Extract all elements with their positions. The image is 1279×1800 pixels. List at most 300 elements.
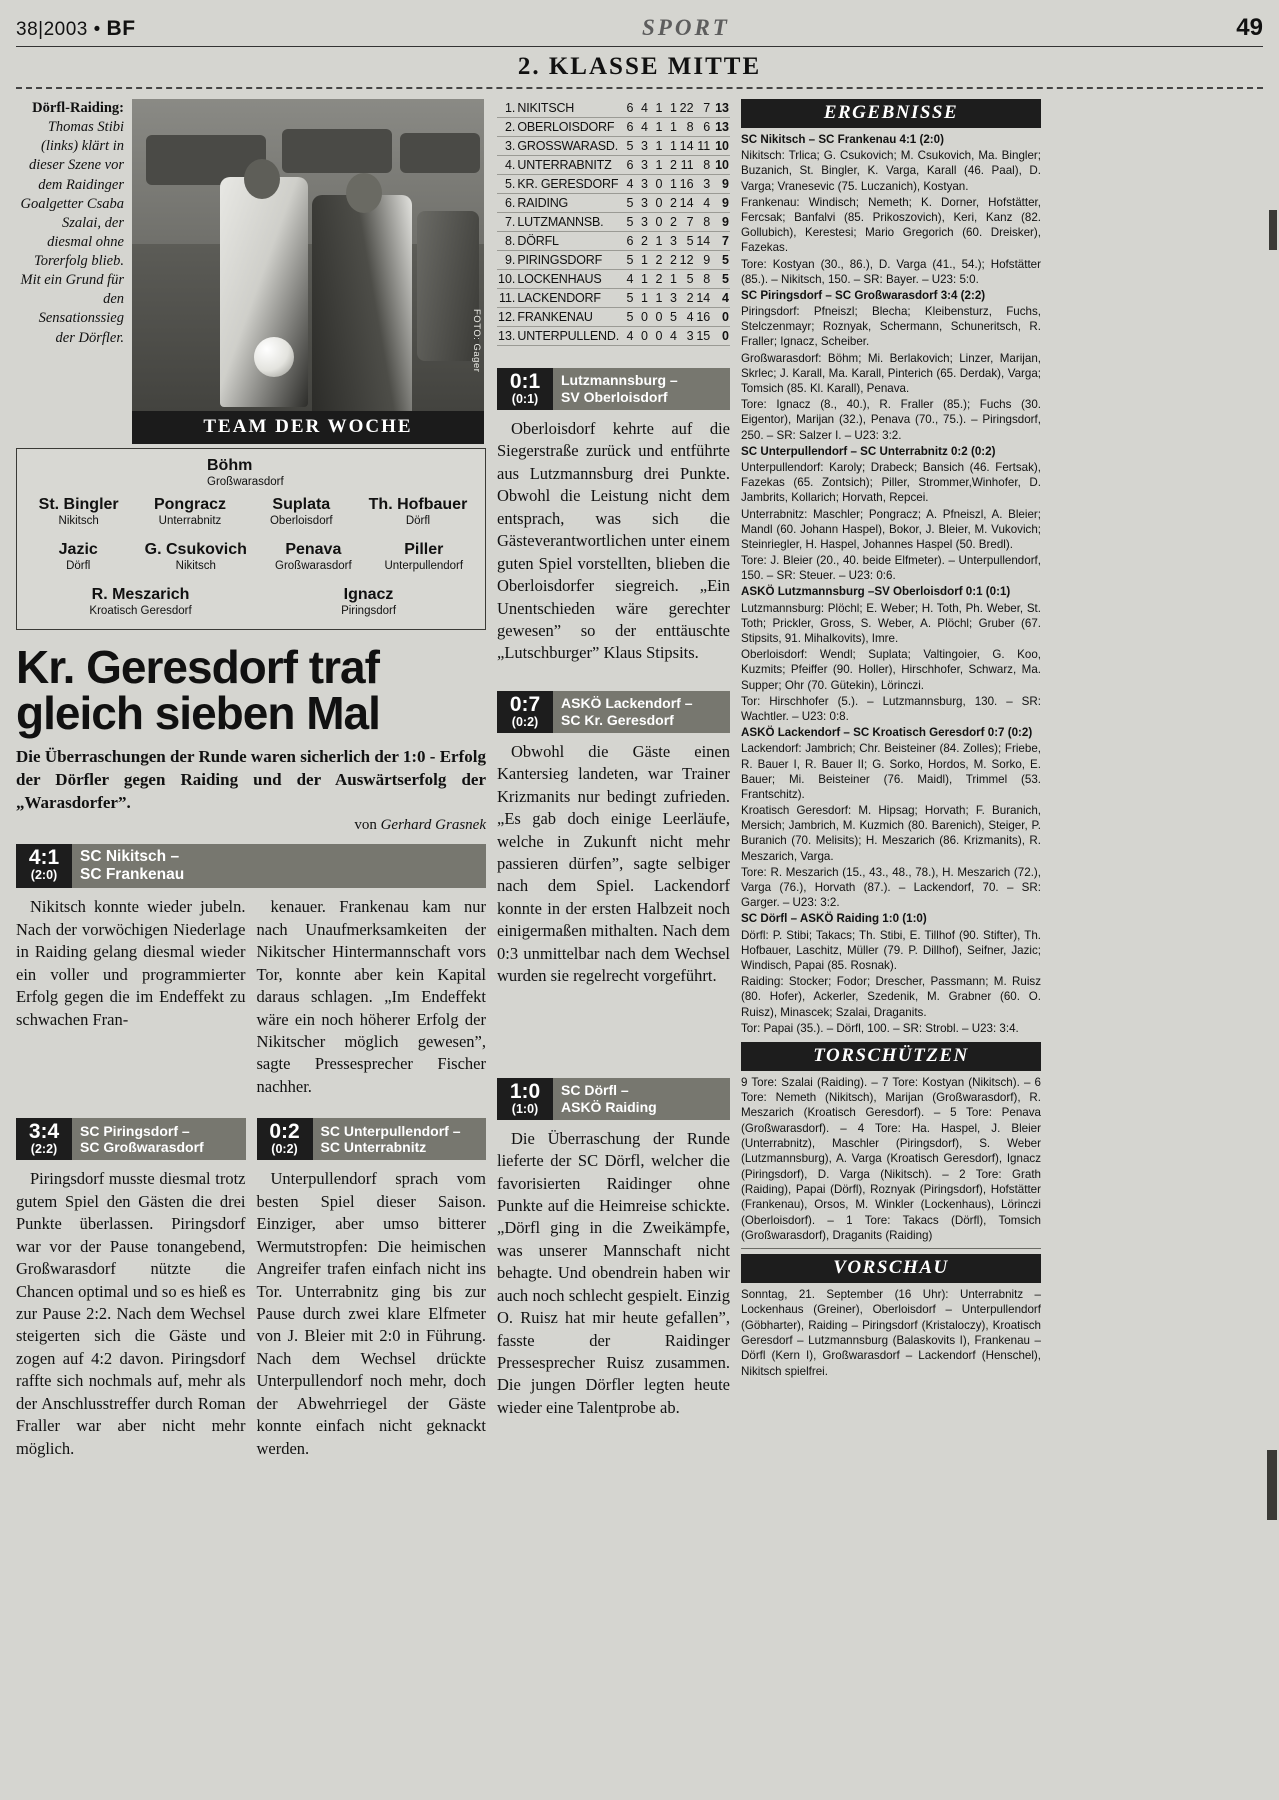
points: 13 xyxy=(711,118,730,137)
won: 3 xyxy=(634,213,648,232)
result-line: Frankenau: Windisch; Nemeth; K. Dorner, Hofstätter, Fercsak; Banfalvi (85. Prikoszovich), Keri, Kanz (82. Gollubich), Kerestesi; Mario Gregorich (60. Dreisker), Fazekas. xyxy=(741,195,1041,255)
team-away: SC Frankenau xyxy=(80,866,185,884)
player-club: Nikitsch xyxy=(58,515,99,527)
lost: 3 xyxy=(663,232,677,251)
report-text-lutzmannsburg xyxy=(497,418,730,665)
lineup-player xyxy=(269,541,357,572)
goals-against: 14 xyxy=(695,232,712,251)
goals-for: 14 xyxy=(678,137,695,156)
points: 5 xyxy=(711,270,730,289)
drawn: 1 xyxy=(649,137,663,156)
paragraph: Piringsdorf musste diesmal trotz gutem Spiel den Gästen die drei Punkte überlassen. Piringsdorf war vor der Pause tonangebend, Großwarasdorf nützte die Chancen optimal und so es hieß es zur Pause 2:2. Nach dem Wechsel steigerten sich die Gäste und zogen auf 4:2 davon. Piringsdorf raffte sich nochmals auf, mehr als der Anschlusstreffer durch Roman Fraller war aber nicht mehr möglich. xyxy=(16,1169,246,1458)
drawn: 2 xyxy=(649,251,663,270)
score-badge xyxy=(497,1078,553,1120)
played: 4 xyxy=(620,270,634,289)
lineup-player xyxy=(257,496,345,527)
content-columns xyxy=(16,99,1263,1462)
table-row xyxy=(497,137,730,156)
score-halftime: (2:0) xyxy=(30,867,58,882)
lost: 1 xyxy=(663,99,677,118)
lost: 1 xyxy=(663,118,677,137)
report-banner-nikitsch xyxy=(16,844,486,889)
points: 5 xyxy=(711,251,730,270)
table-row xyxy=(497,327,730,346)
photo-player-head xyxy=(346,173,382,213)
table-row xyxy=(497,99,730,118)
points: 10 xyxy=(711,137,730,156)
team-home: SC Dörfl – xyxy=(561,1082,629,1099)
bottom-reports xyxy=(16,1118,486,1462)
player-name: St. Bingler xyxy=(38,496,119,513)
result-headline xyxy=(741,444,1041,459)
goals-against: 15 xyxy=(695,327,712,346)
goals-for: 12 xyxy=(678,251,695,270)
drawn: 1 xyxy=(649,118,663,137)
drawn: 1 xyxy=(649,99,663,118)
score-final: 0:2 xyxy=(269,1120,300,1144)
photo-car xyxy=(282,129,392,173)
brand-text: BF xyxy=(106,17,136,40)
rank: 7. xyxy=(497,213,516,232)
column-left xyxy=(16,99,486,1462)
team-away: ASKÖ Raiding xyxy=(561,1098,657,1115)
result-line: Raiding: Stocker; Fodor; Drescher, Passmann; M. Ruisz (80. Hofer), Ackerler, Szedenik, M. Grabner (60. O. Ruisz), Minascek; Szalai, Draganits. xyxy=(741,975,1041,1019)
won: 3 xyxy=(634,175,648,194)
team: LACKENDORF xyxy=(516,289,620,308)
rank: 6. xyxy=(497,194,516,213)
lineup-row-attack xyxy=(23,586,479,617)
points: 0 xyxy=(711,308,730,327)
result-headline xyxy=(741,584,1041,599)
team-away: SV Oberloisdorf xyxy=(561,389,668,405)
result-line: Großwarasdorf: Böhm; Mi. Berlakovich; Linzer, Marijan, Skrlec; J. Karall, Ma. Karall, Pinterich (65. Derdak), Varga; Tomsich (85. Kl. Karall), Penava. xyxy=(741,351,1041,395)
player-name: Piller xyxy=(404,541,444,558)
player-name: Jazic xyxy=(58,541,98,558)
photo-player-background xyxy=(417,211,479,361)
score-final: 1:0 xyxy=(509,1079,541,1103)
team-away: SC Unterrabnitz xyxy=(320,1139,427,1156)
standings-table xyxy=(497,99,730,346)
played: 5 xyxy=(620,251,634,270)
lost: 2 xyxy=(663,251,677,270)
score-badge xyxy=(16,1118,72,1160)
team: KR. GERESDORF xyxy=(516,175,620,194)
lineup-player xyxy=(34,541,122,572)
team: FRANKENAU xyxy=(516,308,620,327)
team-away: SC Kr. Geresdorf xyxy=(561,711,674,728)
player-name: G. Csukovich xyxy=(144,541,247,558)
goals-for: 2 xyxy=(678,289,695,308)
drawn: 0 xyxy=(649,327,663,346)
score-final: 4:1 xyxy=(28,845,60,869)
team-of-week-band: TEAM DER WOCHE xyxy=(132,411,484,444)
points: 4 xyxy=(711,289,730,308)
result-line: Dörfl: P. Stibi; Takacs; Th. Stibi, E. Tillhof (90. Stifter), Th. Hofbauer, Laschitz, Müller (79. P. Dillhof), Seifner, Jazic; Windisch, Papai (85. Rosnak). xyxy=(741,928,1041,972)
photo-car xyxy=(400,133,480,173)
report-text-col1 xyxy=(16,896,246,1100)
won: 4 xyxy=(634,118,648,137)
results-column xyxy=(741,99,1041,1462)
goals-against: 7 xyxy=(695,99,712,118)
rank: 10. xyxy=(497,270,516,289)
result-line: Piringsdorf: Pfneiszl; Blecha; Kleibensturz, Fuchs, Stelczenmayr; Roznyak, Schermann, Schuneritsch, R. Fraller; Ignacz, Scheiber. xyxy=(741,305,1041,349)
match-teams xyxy=(72,844,486,889)
result-title: ASKÖ Lackendorf – SC Kroatisch Geresdorf 0:7 (0:2) xyxy=(741,726,1033,740)
result-line: Lackendorf: Jambrich; Chr. Beisteiner (84. Zolles); Friebe, R. Bauer I, R. Bauer II; G. Sorko, Hordos, M. Sorko, E. Bauer; Mi. Beisteiner (76. Maidl), Trimmel (53. Frantschitz). xyxy=(741,742,1041,801)
goals-against: 11 xyxy=(695,137,712,156)
played: 4 xyxy=(620,327,634,346)
score-halftime: (0:1) xyxy=(511,392,539,406)
goals-against: 14 xyxy=(695,289,712,308)
match-teams xyxy=(313,1118,487,1160)
lost: 3 xyxy=(663,289,677,308)
table-row xyxy=(497,289,730,308)
goals-against: 4 xyxy=(695,194,712,213)
lineup-player xyxy=(369,496,468,527)
byline-author: Gerhard Grasnek xyxy=(380,816,486,833)
result-headline xyxy=(741,725,1041,740)
result-line: Tor: Papai (35.). – Dörfl, 100. – SR: Strobl. – U23: 3:4. xyxy=(741,1021,1019,1035)
issue-text: 38|2003 • xyxy=(16,19,107,40)
lineup-player xyxy=(89,586,191,617)
paragraph: kenauer. Frankenau kam nur nach Unaufmerksamkeiten der Nikitscher Hintermannschaft vors Tor, konnte aber kein Kapital daraus schlagen. „Im Endeffekt wäre ein noch höherer Erfolg der Nikitscher möglich gewesen”, sagte Pressesprecher Fischer nachher. xyxy=(256,897,486,1096)
player-club: Unterpullendorf xyxy=(384,560,464,572)
result-line: Unterpullendorf: Karoly; Drabeck; Bansich (46. Fertsak), Fazekas (65. Zontsich); Piller, Strommer,Winhofer, D. Jambrits, Kollarich; Horvath, Repcei. xyxy=(741,460,1041,505)
played: 5 xyxy=(620,194,634,213)
preview-text: Sonntag, 21. September (16 Uhr): Unterrabnitz – Lockenhaus (Greiner), Oberloisdorf – Unterpullendorf (Göbharter), Raiding – Piringsdorf (Kristaloczy), Kroatisch Geresdorf – Lutzmannsburg (Balaskovits I), Frankenau – Dörfl (Kern I), Großwarasdorf – Lackendorf (Henschel), Nikitsch spielfrei. xyxy=(741,1288,1041,1378)
player-club: Oberloisdorf xyxy=(269,515,333,527)
lost: 4 xyxy=(663,327,677,346)
goals-against: 6 xyxy=(695,118,712,137)
result-line: Tore: R. Meszarich (15., 43., 48., 78.), H. Meszarich (72.), Varga (76.), Horvath (87.). – Lackendorf, 70. – SR: Garger. – U23: 3:2. xyxy=(741,865,1041,910)
photo-credit: FOTO: Gager xyxy=(471,309,482,373)
result-line: Lutzmannsburg: Plöchl; E. Weber; H. Toth, Ph. Weber, St. Toth; Prickler, Gross, S. Weber, A. Plöchl; Gruber (67. Stipsits, 91. Mihalkovits), Imre. xyxy=(741,601,1041,645)
player-name: Penava xyxy=(285,541,342,558)
score-badge xyxy=(16,844,72,889)
lineup-player xyxy=(325,586,413,617)
lineup-row-defence xyxy=(23,496,479,527)
scorers-heading: TORSCHÜTZEN xyxy=(741,1042,1041,1071)
won: 3 xyxy=(634,156,648,175)
result-title: SC Unterpullendorf – SC Unterrabnitz 0:2 (0:2) xyxy=(741,444,996,458)
player-club: Nikitsch xyxy=(175,560,216,572)
goals-for: 7 xyxy=(678,213,695,232)
masthead xyxy=(16,14,1263,47)
lineup-row-midfield xyxy=(23,541,479,572)
player-club: Großwarasdorf xyxy=(207,476,284,488)
report-text xyxy=(16,1168,246,1460)
result-title: SC Piringsdorf – SC Großwarasdorf 3:4 (2:2) xyxy=(741,288,986,302)
rank: 11. xyxy=(497,289,516,308)
goals-against: 9 xyxy=(695,251,712,270)
lineup-player xyxy=(380,541,468,572)
score-badge xyxy=(257,1118,313,1160)
table-row xyxy=(497,213,730,232)
drawn: 0 xyxy=(649,213,663,232)
score-final: 0:1 xyxy=(509,370,541,393)
points: 9 xyxy=(711,213,730,232)
team: LUTZMANNSB. xyxy=(516,213,620,232)
report-doerfl xyxy=(497,1078,730,1420)
drawn: 0 xyxy=(649,308,663,327)
report-banner-doerfl xyxy=(497,1078,730,1120)
paragraph: Nikitsch konnte wieder jubeln. Nach der vorwöchigen Niederlage in Raiding gelang diesmal wieder ein voller und programmierter Erfolg gegen die im Endeffekt zu schwachen Fran- xyxy=(16,897,246,1029)
result-title: SC Dörfl – ASKÖ Raiding 1:0 (1:0) xyxy=(741,912,927,926)
result-line: Tor: Hirschhofer (5.). – Lutzmannsburg, 130. – SR: Wachtler. – U23: 0:8. xyxy=(741,694,1041,723)
drawn: 0 xyxy=(649,175,663,194)
goals-for: 3 xyxy=(678,327,695,346)
won: 1 xyxy=(634,289,648,308)
points: 9 xyxy=(711,175,730,194)
drawn: 1 xyxy=(649,232,663,251)
won: 1 xyxy=(634,251,648,270)
won: 3 xyxy=(634,137,648,156)
goals-for: 4 xyxy=(678,308,695,327)
match-teams xyxy=(553,691,730,733)
played: 4 xyxy=(620,175,634,194)
played: 5 xyxy=(620,289,634,308)
rank: 9. xyxy=(497,251,516,270)
played: 5 xyxy=(620,213,634,232)
player-name: R. Meszarich xyxy=(91,586,190,603)
lost: 1 xyxy=(663,270,677,289)
photo-caption-lead: Dörfl-Raiding: xyxy=(32,100,124,116)
result-headline xyxy=(741,288,1041,303)
table-row xyxy=(497,270,730,289)
player-club: Großwarasdorf xyxy=(275,560,352,572)
score-halftime: (2:2) xyxy=(30,1142,58,1157)
rank: 13. xyxy=(497,327,516,346)
player-name: Suplata xyxy=(272,496,331,513)
lost: 2 xyxy=(663,156,677,175)
player-name: Böhm xyxy=(207,457,253,474)
section-title: 2. KLASSE MITTE xyxy=(517,53,762,80)
byline xyxy=(16,817,486,834)
goals-for: 5 xyxy=(678,232,695,251)
divider xyxy=(741,1248,1041,1249)
drawn: 2 xyxy=(649,270,663,289)
goals-for: 5 xyxy=(678,270,695,289)
played: 5 xyxy=(620,308,634,327)
report-text-doerfl xyxy=(497,1128,730,1420)
points: 0 xyxy=(711,327,730,346)
lineup-player xyxy=(207,457,295,488)
won: 0 xyxy=(634,308,648,327)
result-line: Nikitsch: Trlica; G. Csukovich; M. Csukovich, Ma. Bingler; Buzanich, St. Bingler, K. Varga, Karall (46. Paal), D. Varga; Vranesevic (75. Luczanich), Kostyan. xyxy=(741,149,1041,193)
report-text-lackendorf xyxy=(497,741,730,988)
table-row xyxy=(497,251,730,270)
team-of-week-lineup xyxy=(16,448,486,630)
won: 2 xyxy=(634,232,648,251)
goals-for: 16 xyxy=(678,175,695,194)
result-line: Kroatisch Geresdorf: M. Hipsag; Horvath; F. Buranich, Mersich; Jambrich, M. Kuzmich (80. Barenich), Steiger, P. Buranich (70. Melisits); H. Meszarich (86. Krizmanits), R. Meszarich, Varga. xyxy=(741,804,1041,863)
played: 6 xyxy=(620,232,634,251)
result-headline xyxy=(741,132,1041,147)
lost: 1 xyxy=(663,137,677,156)
team: UNTERPULLEND. xyxy=(516,327,620,346)
goals-against: 8 xyxy=(695,156,712,175)
paragraph: Obwohl die Gäste einen Kantersieg landeten, war Trainer Krizmanits nur bedingt zufrieden. „Es gab doch einige Leerläufe, welche in Zukunft nicht mehr passieren dürfen”, sagte selbiger nach dem Spiel. Lackendorf konnte in der ersten Halbzeit noch einigermaßen mithalten. Nach dem 0:3 unmittelbar nach dem Wechsel wurden sie regelrecht vorgeführt. xyxy=(497,741,730,986)
scorers-text: 9 Tore: Szalai (Raiding). – 7 Tore: Kostyan (Nikitsch). – 6 Tore: Nemeth (Nikitsch), Marijan (Großwarasdorf), R. Meszarich (Kroatisch Geresdorf). – 5 Tore: Penava (Großwarasdorf). – 4 Tore: Ha. Haspel, J. Bleier (Unterrabnitz), Maschler (Piringsdorf), S. Weber (Lutzmannsburg), A. Varga (Kroatisch Geresdorf), Ignacz (Piringsdorf), D. Varga (Nikitsch). – 2 Tore: Grath (Raiding), Papai (Dörfl), Roznyak (Piringsdorf), Hofstätter (Frankenau), Orsos, M. Winkler (Lockenhaus), Lörinczi (Oberloisdorf). – 1 Tore: Takacs (Dörfl), Tomsich (Großwarasdorf), Draganits (Raiding) xyxy=(741,1075,1041,1242)
divider-dashed xyxy=(16,87,1263,89)
drawn: 0 xyxy=(649,194,663,213)
lost: 5 xyxy=(663,308,677,327)
goals-against: 8 xyxy=(695,213,712,232)
team: OBERLOISDORF xyxy=(516,118,620,137)
team: NIKITSCH xyxy=(516,99,620,118)
team: LOCKENHAUS xyxy=(516,270,620,289)
result-title: ASKÖ Lutzmannsburg –SV Oberloisdorf 0:1 (0:1) xyxy=(741,585,1011,599)
played: 5 xyxy=(620,137,634,156)
points: 9 xyxy=(711,194,730,213)
won: 4 xyxy=(634,99,648,118)
player-club: Dörfl xyxy=(405,515,431,527)
match-teams xyxy=(553,368,730,410)
player-name: Th. Hofbauer xyxy=(368,496,468,513)
article-lede: Die Überraschungen der Runde waren sicherlich der 1:0 - Erfolg der Dörfler gegen Raiding und der Auswärtserfolg der „Warasdorfer”. xyxy=(16,747,486,812)
team: PIRINGSDORF xyxy=(516,251,620,270)
goals-against: 3 xyxy=(695,175,712,194)
table-row xyxy=(497,194,730,213)
table-row xyxy=(497,175,730,194)
match-teams xyxy=(72,1118,246,1160)
paragraph: Oberloisdorf kehrte auf die Siegerstraße zurück und entführte aus Lutzmannsburg drei Punkte. Obwohl die Leistung nicht dem entsprach, was sich die Gästeverantwortlichen unter einem guten Spiel vorstellten, blieben die Oberloisdorfer siegreich. „Ein Unentschieden wäre gerechter gewesen” so der enttäuschte „Lutschburger” Klaus Stipsits. xyxy=(497,419,730,663)
photo-block xyxy=(16,99,486,444)
team: DÖRFL xyxy=(516,232,620,251)
page-edge-mark xyxy=(1267,1450,1277,1520)
rank: 1. xyxy=(497,99,516,118)
match-teams xyxy=(553,1078,730,1120)
score-final: 3:4 xyxy=(28,1120,60,1144)
paragraph: Unterpullendorf sprach vom besten Spiel dieser Saison. Einziger, aber umso bitterer Wermutstropfen: Die heimischen Angreifer trafen einfach nicht ins Tor. Unterrabnitz ging bis zur Pause durch zwei klare Elfmeter von J. Bleier mit 2:0 in Führung. Nach dem Wechsel drückte Unterpullendorf noch mehr, doch der Abwehrriegel der Gäste konnte einfach nicht geknackt werden. xyxy=(256,1169,486,1458)
goals-for: 22 xyxy=(678,99,695,118)
report-banner-piringsdorf xyxy=(16,1118,246,1160)
result-line: Tore: Kostyan (30., 86.), D. Varga (41., 54.); Hofstätter (85.). – Nikitsch, 150. – SR: Bayer. – U23: 5:0. xyxy=(741,257,1041,286)
photo-player-right xyxy=(312,195,412,425)
won: 1 xyxy=(634,270,648,289)
player-name: Ignacz xyxy=(343,586,394,603)
report-text-col2 xyxy=(257,896,487,1100)
points: 10 xyxy=(711,156,730,175)
standings-body xyxy=(497,99,730,346)
score-halftime: (1:0) xyxy=(511,1101,539,1116)
team: RAIDING xyxy=(516,194,620,213)
table-row xyxy=(497,156,730,175)
won: 0 xyxy=(634,327,648,346)
goals-for: 8 xyxy=(678,118,695,137)
photo-caption xyxy=(16,99,124,444)
played: 6 xyxy=(620,156,634,175)
report-text xyxy=(257,1168,487,1460)
table-row xyxy=(497,232,730,251)
goals-for: 14 xyxy=(678,194,695,213)
team-home: SC Piringsdorf – xyxy=(80,1122,190,1139)
drawn: 1 xyxy=(649,289,663,308)
points: 7 xyxy=(711,232,730,251)
rank: 12. xyxy=(497,308,516,327)
report-unterpullendorf xyxy=(257,1118,487,1462)
player-club: Kroatisch Geresdorf xyxy=(89,605,192,617)
results-heading: ERGEBNISSE xyxy=(741,99,1041,128)
team-home: Lutzmannsburg – xyxy=(561,372,678,389)
goals-against: 16 xyxy=(695,308,712,327)
report-piringsdorf xyxy=(16,1118,246,1462)
player-club: Unterrabnitz xyxy=(158,515,222,527)
result-line: Oberloisdorf: Wendl; Suplata; Valtingoier, G. Koo, Kuzmits; Pfeiffer (90. Holler), Hirschhofer, Schwarz, Ma. Supper; Ohr (70. Gütekin), Lörinczi. xyxy=(741,648,1041,692)
score-halftime: (0:2) xyxy=(271,1142,298,1157)
photo-player-head xyxy=(244,159,280,199)
rank: 8. xyxy=(497,232,516,251)
photo-football xyxy=(254,337,294,377)
goals-for: 11 xyxy=(678,156,695,175)
player-club: Dörfl xyxy=(66,560,91,572)
points: 13 xyxy=(711,99,730,118)
team: UNTERRABNITZ xyxy=(516,156,620,175)
lineup-player xyxy=(146,496,234,527)
result-line: Unterrabnitz: Maschler; Pongracz; A. Pfneiszl, A. Bleier; Mandl (60. Johann Haspel), Bokor, J. Bleier, M. Vukovich; Steinriegler, H. Haspel, Johannes Haspel (50. Bredl). xyxy=(741,507,1041,551)
result-line: Tore: J. Bleier (20., 40. beide Elfmeter). – Unterpullendorf, 150. – SR: Steuer. – U23: 0:6. xyxy=(741,554,1041,583)
lineup-player xyxy=(145,541,247,572)
played: 6 xyxy=(620,118,634,137)
lineup-player xyxy=(35,496,123,527)
goals-against: 8 xyxy=(695,270,712,289)
masthead-section: SPORT xyxy=(642,15,730,40)
won: 3 xyxy=(634,194,648,213)
rank: 4. xyxy=(497,156,516,175)
drawn: 1 xyxy=(649,156,663,175)
result-title: SC Nikitsch – SC Frankenau 4:1 (2:0) xyxy=(741,133,944,146)
report-banner-lutzmannsburg xyxy=(497,368,730,410)
player-name: Pongracz xyxy=(153,496,226,513)
column-table xyxy=(497,99,730,1462)
lost: 1 xyxy=(663,175,677,194)
table-row xyxy=(497,308,730,327)
team-home: SC Unterpullendorf – xyxy=(320,1122,461,1139)
rank: 3. xyxy=(497,137,516,156)
lost: 2 xyxy=(663,194,677,213)
page-edge-mark xyxy=(1269,210,1277,250)
team: GROSSWARASD. xyxy=(516,137,620,156)
result-line: Tore: Ignacz (8., 40.), R. Fraller (85.); Fuchs (30. Eigentor), Marijan (32.), Penava (70., 75.). – Piringsdorf, 250. – SR: Salzer I. – U23: 3:2. xyxy=(741,398,1041,442)
player-club: Piringsdorf xyxy=(341,605,397,617)
photo-caption-text: Thomas Stibi (links) klärt in dieser Szene vor dem Raidinger Goalgetter Csaba Szalai, der diesmal ohne Torerfolg blieb. Mit ein Grund für den Sensationssieg der Dörfler. xyxy=(20,119,124,346)
byline-prefix: von xyxy=(354,816,381,833)
lineup-row-keeper xyxy=(23,457,479,488)
score-final: 0:7 xyxy=(509,692,541,716)
table-row xyxy=(497,118,730,137)
page-number: 49 xyxy=(1236,14,1263,41)
match-photo xyxy=(132,99,484,444)
results-list xyxy=(741,132,1041,1036)
lost: 2 xyxy=(663,213,677,232)
result-headline xyxy=(741,911,1041,926)
report-body-nikitsch xyxy=(16,896,486,1100)
paragraph: Die Überraschung der Runde lieferte der SC Dörfl, welcher die favorisierten Raidinger ohne Punkte auf die Heimreise schickte. „Dörfl ging in die Zweikämpfe, was unserer Mannschaft nicht behagte. Und obendrein haben wir auch noch schlecht gespielt. Einzig O. Ruisz hat mir heute gefallen”, fasste der Raidinger Pressesprecher Ruisz zusammen. Die jungen Dörfler legten heute wieder eine Talentprobe ab. xyxy=(497,1128,730,1417)
masthead-issue xyxy=(16,17,136,41)
score-badge xyxy=(497,691,553,733)
report-banner-unterpullendorf xyxy=(257,1118,487,1160)
played: 6 xyxy=(620,99,634,118)
team-away: SC Großwarasdorf xyxy=(80,1139,204,1156)
team-home: ASKÖ Lackendorf – xyxy=(561,695,693,712)
preview-heading: VORSCHAU xyxy=(741,1254,1041,1283)
page-title: Kr. Geresdorf traf gleich sieben Mal xyxy=(16,641,380,739)
rank: 2. xyxy=(497,118,516,137)
team-home: SC Nikitsch – xyxy=(80,847,180,865)
rank: 5. xyxy=(497,175,516,194)
score-halftime: (0:2) xyxy=(511,714,539,729)
score-badge xyxy=(497,368,553,410)
